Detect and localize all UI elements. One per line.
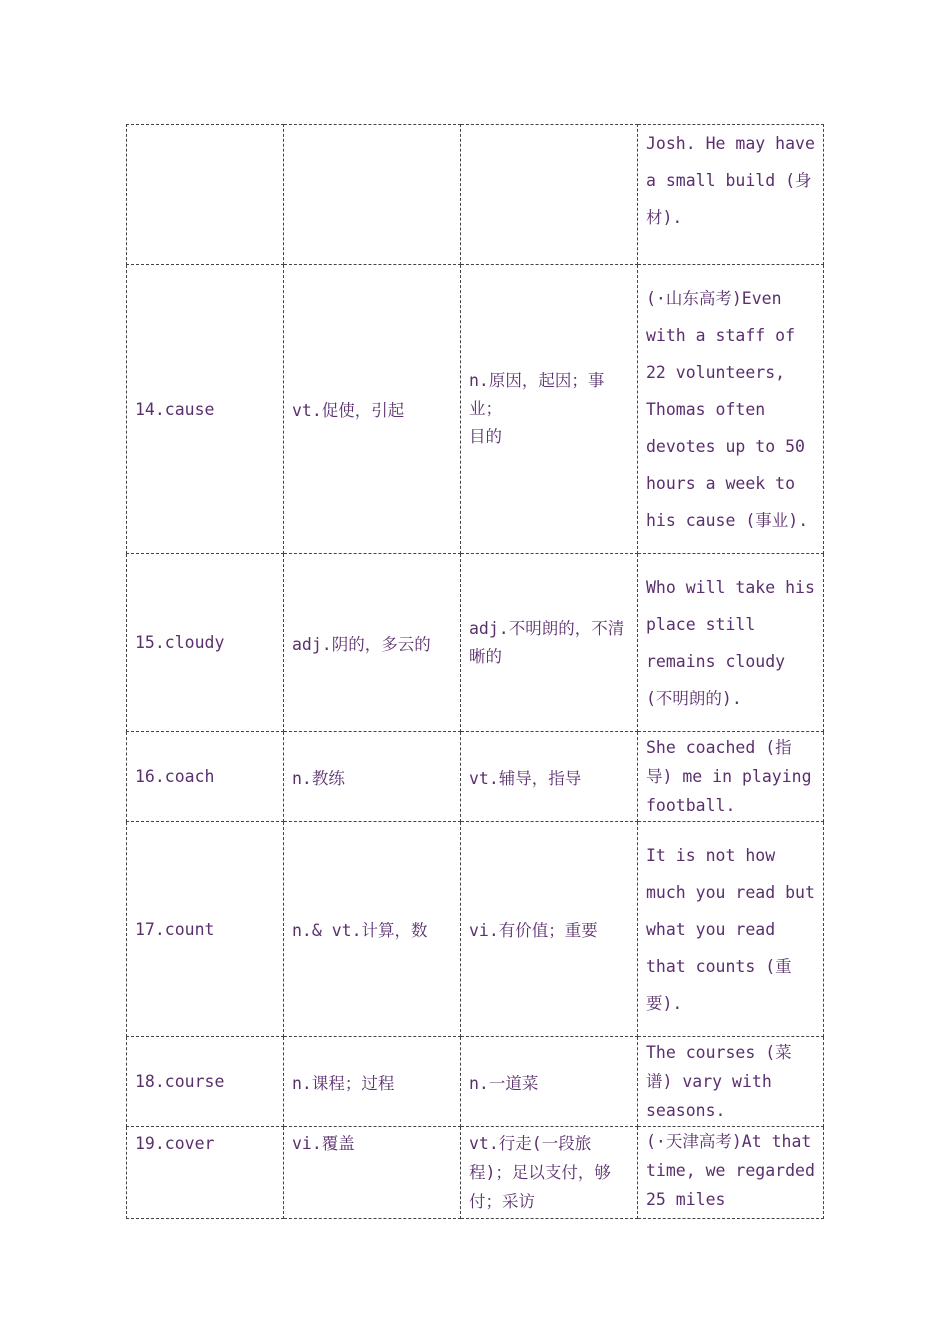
word-cell: 14.cause: [127, 265, 284, 554]
meaning-cell: n.& vt.计算，数: [284, 822, 461, 1037]
example-cell: She coached (指导) me in playing football.: [638, 732, 824, 822]
extended-meaning-cell: adj.不明朗的，不清晰的: [461, 554, 638, 732]
extended-meaning-cell: vt.行走(一段旅程)；足以支付，够付；采访: [461, 1127, 638, 1219]
meaning-cell: adj.阴的，多云的: [284, 554, 461, 732]
table-row: [127, 554, 824, 732]
table-row: [127, 1037, 824, 1127]
word-cell: 19.cover: [127, 1127, 284, 1219]
table-row: [127, 125, 824, 265]
table-row: [127, 1127, 824, 1219]
table-row: [127, 732, 824, 822]
table-row: [127, 822, 824, 1037]
meaning-cell: vt.促使，引起: [284, 265, 461, 554]
meaning-cell: vi.覆盖: [284, 1127, 461, 1219]
meaning-cell: [284, 125, 461, 265]
word-cell: [127, 125, 284, 265]
extended-meaning-cell: vt.辅导，指导: [461, 732, 638, 822]
extended-meaning-cell: [461, 125, 638, 265]
word-cell: 18.course: [127, 1037, 284, 1127]
meaning-cell: n.课程；过程: [284, 1037, 461, 1127]
extended-meaning-cell: vi.有价值；重要: [461, 822, 638, 1037]
example-cell: Josh. He may have a small build (身材).: [638, 125, 824, 265]
example-cell: Who will take his place still remains cloudy (不明朗的).: [638, 554, 824, 732]
meaning-cell: n.教练: [284, 732, 461, 822]
word-cell: 17.count: [127, 822, 284, 1037]
word-cell: 15.cloudy: [127, 554, 284, 732]
extended-meaning-cell: n.一道菜: [461, 1037, 638, 1127]
extended-meaning-cell: n.原因，起因；事业； 目的: [461, 265, 638, 554]
word-cell: 16.coach: [127, 732, 284, 822]
example-cell: (·山东高考)Even with a staff of 22 volunteers, Thomas often devotes up to 50 hours a week to his cause (事业).: [638, 265, 824, 554]
example-cell: (·天津高考)At that time, we regarded 25 miles: [638, 1127, 824, 1219]
vocabulary-table: [126, 124, 824, 1219]
example-cell: The courses (菜谱) vary with seasons.: [638, 1037, 824, 1127]
example-cell: It is not how much you read but what you read that counts (重要).: [638, 822, 824, 1037]
table-row: [127, 265, 824, 554]
